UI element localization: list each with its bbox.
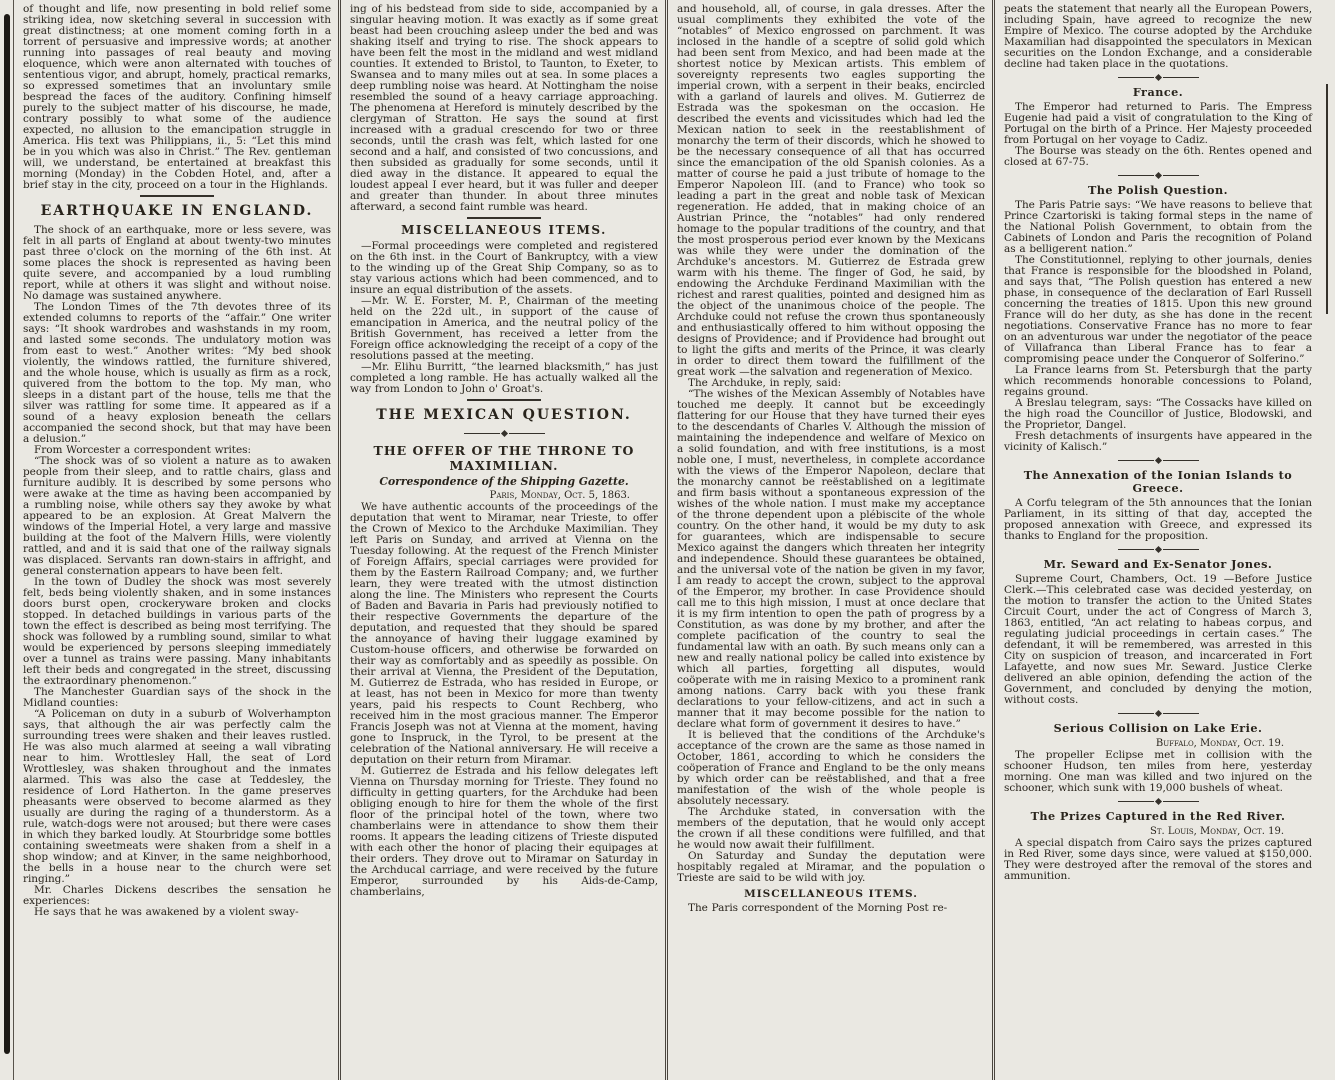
body-paragraph: La France learns from St. Petersburgh that the party which recommends honorable concessions to Poland, regains ground. (1004, 364, 1312, 398)
body-paragraph: The Archduke stated, in conversation with the members of the deputation, that he would only accept the crown if all these conditions were fulfilled, and that he would now await their fulfillment. (677, 806, 985, 851)
body-paragraph: The Bourse was steady on the 6th. Rentes opened and closed at 67-75. (1004, 145, 1312, 168)
body-paragraph: “A Policeman on duty in a suburb of Wolverhampton says, that although the air was perfectly calm the surrounding trees were shaken and their leaves rustled. He was also much alarmed at seeing a wall vibrating near to him. Wrottlesley Hall, the seat of Lord Wrottlesley, was shaken throughout and the inmates alarmed. This was also the case at Teddesley, the residence of Lord Hatherton. In the game preserves pheasants were observed to become alarmed as they usually are during the raging of a thunderstorm. As a rule, watch-dogs were not aroused; but there were cases in which they barked loudly. At Stourbridge some bottles containing sweetmeats were shaken from a shelf in a shop window; and at Kinver, in the same neighborhood, the bells in a house near to the church were set ringing.” (23, 708, 331, 885)
body-paragraph: “The wishes of the Mexican Assembly of Notables have touched me deeply. It cannot but be exceedingly flattering for our House that they have turned their eyes to the descendants of Charles V. Although the mission of maintaining the independence and welfare of Mexico on a solid foundation, and with free institutions, is a most noble one, I must, nevertheless, in complete accordance with the views of the Emperor Napoleon, declare that the monarchy cannot be reëstablished on a legitimate and firm basis without a spontaneous expression of the wishes of the whole nation. I must make my acceptance of the throne dependent upon a plébiscite of the whole country. On the other hand, it would be my duty to ask for guarantees, which are indispensable to secure Mexico against the dangers which threaten her integrity and independence. Should these guarantees be obtained, and the universal vote of the nation be given in my favor, I am ready to accept the crown, subject to the approval of the Emperor, my brother. In case Providence should call me to this high mission, I must at once declare that it is my firm intention to open the path of progress by a Constitution, as was done by my brother, and after the complete pacification of the country to seal the fundamental law with an oath. By such means only can a new and really national policy be called into existence by which all parties, forgetting all disputes, would coöperate with me in raising Mexico to a prominent rank among nations. Carry back with you these frank declarations to your fellow-citizens, and act in such a manner that it may become possible for the nation to declare what form of government it desires to have.” (677, 388, 985, 730)
news-crosshead: The Annexation of the Ionian Islands to Greece. (1023, 468, 1293, 495)
divider-ornament (1004, 73, 1312, 82)
body-paragraph: A Corfu telegram of the 5th announces that the Ionian Parliament, in its sitting of that day, accepted the proposed annexation with Greece, and expressed its thanks to England for the proposition. (1004, 497, 1312, 542)
divider-line (1118, 801, 1154, 802)
divider-line (1163, 175, 1199, 176)
newspaper-column-3 (668, 0, 995, 1080)
newspaper-column-2 (341, 0, 668, 1080)
page-edge-line (1326, 84, 1328, 314)
divider-line (1118, 460, 1154, 461)
divider-line (1118, 175, 1154, 176)
body-paragraph: A Breslau telegram, says: “The Cossacks have killed on the high road the Councillor of Justice, Blodowski, and the Proprietor, Dangel. (1004, 397, 1312, 431)
continuation-paragraph: of thought and life, now presenting in bold relief some striking idea, now sketching several in succession with great distinctness; at one moment coming forth in a torrent of persuasive and impressive words; at another running into passages of real beauty and moving eloquence, which were anon alternated with touches of sententious vigor, and abrupt, homely, practical remarks, so expressed sometimes that an involuntary smile bespread the faces of the auditory. Confining himself purely to the subject matter of his discourse, he made, contrary possibly to what some of the audience expected, no allusion to the emancipation struggle in America. His text was Philippians, ii., 5: “Let this mind be in you which was also in Christ.” The Rev. gentleman will, we understand, be entertained at breakfast this morning (Monday) in the Cobden Hotel, and, after a brief stay in the city, proceed on a tour in the Highlands. (23, 3, 331, 191)
divider-ornament (1004, 797, 1312, 806)
body-paragraph: The shock of an earthquake, more or less severe, was felt in all parts of England at about twenty-two minutes past three o'clock on the morning of the 6th inst. At some places the shock is represented as having been quite severe, and accompanied by a loud rumbling report, while at others it was slight and without noise. No damage was sustained anywhere. (23, 224, 331, 302)
newspaper-column-1 (13, 0, 341, 1080)
news-crosshead: The Polish Question. (1087, 183, 1229, 197)
body-paragraph: Supreme Court, Chambers, Oct. 19 —Before Justice Clerk.—This celebrated case was decided yesterday, on the motion to transfer the action to the United States Circuit Court, under the act of Congress of March 3, 1863, entitled, “An act relating to habeas corpus, and regulating judicial proceedings in certain cases.” The defendant, it will be remembered, was arrested in this City on suspicion of treason, and incarcerated in Fort Lafayette, and now sues Mr. Seward. Justice Clerke delivered an able opinion, defending the action of the Government, and concluded by denying the motion, without costs. (1004, 573, 1312, 706)
body-paragraph: The Paris correspondent of the Morning Post re- (688, 902, 948, 914)
continuation-paragraph: peats the statement that nearly all the European Powers, including Spain, have agreed to recognize the new Empire of Mexico. The course adopted by the Archduke Maxamilian had disappointed the speculators in Mexican securities on the London Exchange, and a considerable decline had taken place in the quotations. (1004, 3, 1312, 70)
newspaper-page (13, 0, 1319, 1080)
dateline: Buffalo, Monday, Oct. 19. (1155, 738, 1284, 749)
divider-diamond (1154, 546, 1161, 553)
divider-line (1163, 801, 1199, 802)
body-paragraph: —Mr. Elihu Burritt, “the learned blacksmith,” has just completed a long ramble. He has actually walked all the way from London to John o' Groat's. (350, 361, 658, 395)
body-paragraph: From Worcester a correspondent writes: (34, 444, 251, 456)
section-heading-small: MISCELLANEOUS ITEMS. (744, 888, 918, 900)
news-crosshead: France. (1132, 85, 1184, 99)
body-paragraph: The Constitutionnel, replying to other journals, denies that France is responsible for the bloodshed in Poland, and says that, “The Polish question has entered a new phase, in consequence of the declaration of Earl Russell concerning the treaties of 1815. Upon this new ground France will do her duty, as she has done in the recent negotiations. Conservative France has no more to fear on an adventurous war under the negotiator of the peace of Villafranca than Liberal France has to fear a compromising peace under the Conqueror of Solferino.” (1004, 254, 1312, 365)
news-crosshead: The Prizes Captured in the Red River. (1030, 809, 1286, 823)
body-paragraph: He says that he was awakened by a violent sway- (34, 906, 299, 918)
page-edge-shadow (4, 14, 10, 1054)
article-headline: THE MEXICAN QUESTION. (376, 407, 632, 423)
body-paragraph: It is believed that the conditions of the Archduke's acceptance of the crown are the same as those named in October, 1861, according to which he considers the coöperation of France and England to be the only means by which order can be reëstablished, and that a free manifestation of the wish of the whole people is absolutely necessary. (677, 729, 985, 807)
divider-ornament (1004, 709, 1312, 718)
divider-ornament (1004, 456, 1312, 465)
body-paragraph: —Mr. W. E. Forster, M. P., Chairman of the meeting held on the 22d ult., in support of the cause of emancipation in America, and the neutral policy of the British Government, has received a letter from the Foreign office acknowledging the receipt of a copy of the resolutions passed at the meeting. (350, 295, 658, 362)
body-paragraph: The London Times of the 7th devotes three of its extended columns to reports of the “affair.” One writer says: “It shook wardrobes and washstands in my room, and lasted some seconds. The undulatory motion was from east to west.” Another writes: “My bed shook violently, the windows rattled, the furniture shivered, and the whole house, which is usually as firm as a rock, quivered from the bottom to the top. My man, who sleeps in a distant part of the house, tells me that the silver was rattling for some time. It appeared as if a sound of a heavy explosion beneath the cellars accompanied the second shock, but that may have been a delusion.” (23, 301, 331, 445)
divider-line (1163, 549, 1199, 550)
dateline: St. Louis, Monday, Oct. 19. (1149, 826, 1284, 837)
body-paragraph: The Manchester Guardian says of the shock in the Midland counties: (23, 686, 331, 709)
correspondence-credit: Correspondence of the Shipping Gazette. (379, 475, 629, 488)
divider-ornament (350, 429, 658, 438)
newspaper-column-4 (995, 0, 1319, 1080)
article-subheadline: THE OFFER OF THE THRONE TO MAXIMILIAN. (373, 443, 635, 473)
body-paragraph: Fresh detachments of insurgents have appeared in the vicinity of Kalisch.” (1004, 430, 1312, 453)
continuation-paragraph: and household, all, of course, in gala dresses. After the usual compliments they exhibited the vote of the “notables” of Mexico engrossed on parchment. It was inclosed in the handle of a sceptre of solid gold which had been sent from Mexico, and had been made at the shortest notice by Mexican artists. This emblem of sovereignty represents two eagles supporting the imperial crown, with a serpent in their beaks, encircled with a garland of laurels and olives. M. Gutierrez de Estrada was the spokesman on the occasion. He described the events and vicissitudes which had led the Mexican nation to seek in the reestablishment of monarchy the term of their discords, which he showed to be the necessary consequence of all that has occurred since the emancipation of the old Spanish colonies. As a matter of course he paid a just tribute of homage to the Emperor Napoleon III. (and to France) who took so leading a part in the great and noble task of Mexican regeneration. He added, that in making choice of an Austrian Prince, the “notables” had only rendered homage to the popular traditions of the country, and that the most prosperous period ever known by the Mexicans was while they were under the domination of the Archduke's ancestors. M. Gutierrez de Estrada grew warm with his theme. The finger of God, he said, by endowing the Archduke Ferdinand Maximilian with the richest and rarest qualities, pointed and designed him as the object of the unanimous choice of the people. The Archduke could not refuse the crown thus spontaneously and enthusiastically offered to him without opposing the designs of Providence; and if Providence had brought out to light the gifts and merits of the Prince, it was clearly in order to direct them toward the fulfillment of the great work —the salvation and regeneration of Mexico. (677, 3, 985, 378)
body-paragraph: The propeller Eclipse met in collision with the schooner Hudson, ten miles from here, yesterday morning. One man was killed and two injured on the schooner, which sunk with 19,000 bushels of wheat. (1004, 749, 1312, 794)
body-paragraph: Mr. Charles Dickens describes the sensation he experiences: (23, 884, 331, 907)
continuation-paragraph: ing of his bedstead from side to side, accompanied by a singular heaving motion. It was exactly as if some great beast had been crouching asleep under the bed and was shaking itself and trying to rise. The shock appears to have been felt the most in the midland and west midland counties. It extended to Bristol, to Taunton, to Exeter, to Swansea and to many miles out at sea. In some places a deep rumbling noise was heard. At Nottingham the noise resembled the sound of a heavy carriage approaching. The phenomena at Hereford is minutely described by the clergyman of Stratton. He says the sound at first increased with a gradual crescendo for two or three seconds, until the crash was felt, which lasted for one second and a half, and consisted of two concussions, and then subsided as gradually for some seconds, until it died away in the distance. It appeared to equal the loudest appeal I ever heard, but it was fuller and deeper and greater than thunder. In about three minutes afterward, a second faint rumble was heard. (350, 3, 658, 213)
divider-line (1163, 460, 1199, 461)
divider-ornament (1004, 171, 1312, 180)
body-paragraph: The Emperor had returned to Paris. The Empress Eugenie had paid a visit of congratulation to the King of Portugal on the birth of a Prince. Her Majesty proceeded from Portugal on her voyage to Cadiz. (1004, 101, 1312, 146)
divider-diamond (1154, 457, 1161, 464)
divider-rule (467, 399, 541, 401)
body-paragraph: A special dispatch from Cairo says the prizes captured in Red River, some days since, were valued at $150,000. They were destroyed after the removal of the stores and ammunition. (1004, 837, 1312, 882)
divider-ornament (1004, 545, 1312, 554)
body-paragraph: —Formal proceedings were completed and registered on the 6th inst. in the Court of Bankruptcy, with a view to the winding up of the Great Ship Company, so as to stay various actions which had been commenced, and to insure an equal distribution of the assets. (350, 240, 658, 296)
body-paragraph: On Saturday and Sunday the deputation were hospitably regaled at Miramar, and the population o Trieste are said to be wild with joy. (677, 850, 985, 884)
body-paragraph: The Paris Patrie says: “We have reasons to believe that Prince Czartoriski is taking formal steps in the name of the National Polish Government, to obtain from the Cabinets of London and Paris the recognition of Poland as a belligerent nation.” (1004, 199, 1312, 255)
divider-diamond (1154, 710, 1161, 717)
divider-rule (140, 195, 214, 197)
divider-line (509, 433, 545, 434)
body-paragraph: The Archduke, in reply, said: (688, 377, 842, 389)
divider-line (1118, 713, 1154, 714)
divider-line (1163, 77, 1199, 78)
divider-line (1163, 713, 1199, 714)
body-paragraph: In the town of Dudley the shock was most severely felt, beds being violently shaken, and in some instances doors burst open, crockeryware broken and clocks stopped. In detached buildings in various parts of the town the effect is described as being most terrifying. The shock was followed by a rumbling sound, similar to what would be experienced by persons sleeping immediately over a tunnel as trains were passing. Many inhabitants left their beds and congregated in the street, discussing the extraordinary phenomenon.” (23, 576, 331, 687)
body-paragraph: M. Gutierrez de Estrada and his fellow delegates left Vienna on Thursday morning for Trieste. They found no difficulty in getting quarters, for the Archduke had been obliging enough to hire for them the whole of the first floor of the principal hotel of the town, where two chamberlains were in attendance to show them their rooms. It appears the leading citizens of Trieste disputed with each other the honor of placing their equipages at their orders. They drove out to Miramar on Saturday in the Archducal carriage, and were received by the future Emperor, surrounded by his Aids-de-Camp, chamberlains, (350, 765, 658, 898)
divider-diamond (1154, 74, 1161, 81)
dateline: Paris, Monday, Oct. 5, 1863. (489, 490, 630, 501)
divider-diamond (1154, 798, 1161, 805)
divider-line (464, 433, 500, 434)
body-paragraph: “The shock was of so violent a nature as to awaken people from their sleep, and to rattle chairs, glass and furniture audibly. It is described by some persons who were awake at the time as having been accompanied by a rumbling noise, while others say they awoke by what appeared to be an explosion. At Great Malvern the windows of the Imperial Hotel, a very large and massive building at the foot of the Malvern Hills, were violently rattled, and and it is said that one of the railway signals was displaced. Servants ran down-stairs in affright, and general consternation appears to have been felt. (23, 455, 331, 577)
divider-rule (467, 217, 541, 219)
news-crosshead: Serious Collision on Lake Erie. (1053, 721, 1263, 735)
article-headline: EARTHQUAKE IN ENGLAND. (40, 203, 314, 219)
news-crosshead: Mr. Seward and Ex-Senator Jones. (1043, 557, 1273, 571)
body-paragraph: We have authentic accounts of the proceedings of the deputation that went to Miramar, near Trieste, to offer the Crown of Mexico to the Archduke Maximilian. They left Paris on Sunday, and arrived at Vienna on the Tuesday following. At the request of the French Minister of Foreign Affairs, special carriages were provided for them by the Eastern Railroad Company; and, we further learn, they were treated with the utmost distinction along the line. The Ministers who represent the Courts of Baden and Bavaria in Paris had previously notified to their respective Governments the departure of the deputation, and requested that they should be spared the annoyance of having their luggage examined by Custom-house officers, and otherwise be forwarded on their way as comfortably and as speedily as possible. On their arrival at Vienna, the President of the Deputation, M. Gutierrez de Estrada, who has resided in Europe, or at least, has not been in Mexico for more than twenty years, paid his respects to Count Rechberg, who received him in the most gracious manner. The Emperor Francis Joseph was not at Vienna at the moment, having gone to Inspruck, in the Tyrol, to be present at the celebration of the National anniversary. He will receive a deputation on their return from Miramar. (350, 501, 658, 766)
divider-line (1118, 549, 1154, 550)
divider-diamond (1154, 172, 1161, 179)
divider-line (1118, 77, 1154, 78)
section-heading: MISCELLANEOUS ITEMS. (401, 223, 607, 237)
divider-diamond (500, 430, 507, 437)
